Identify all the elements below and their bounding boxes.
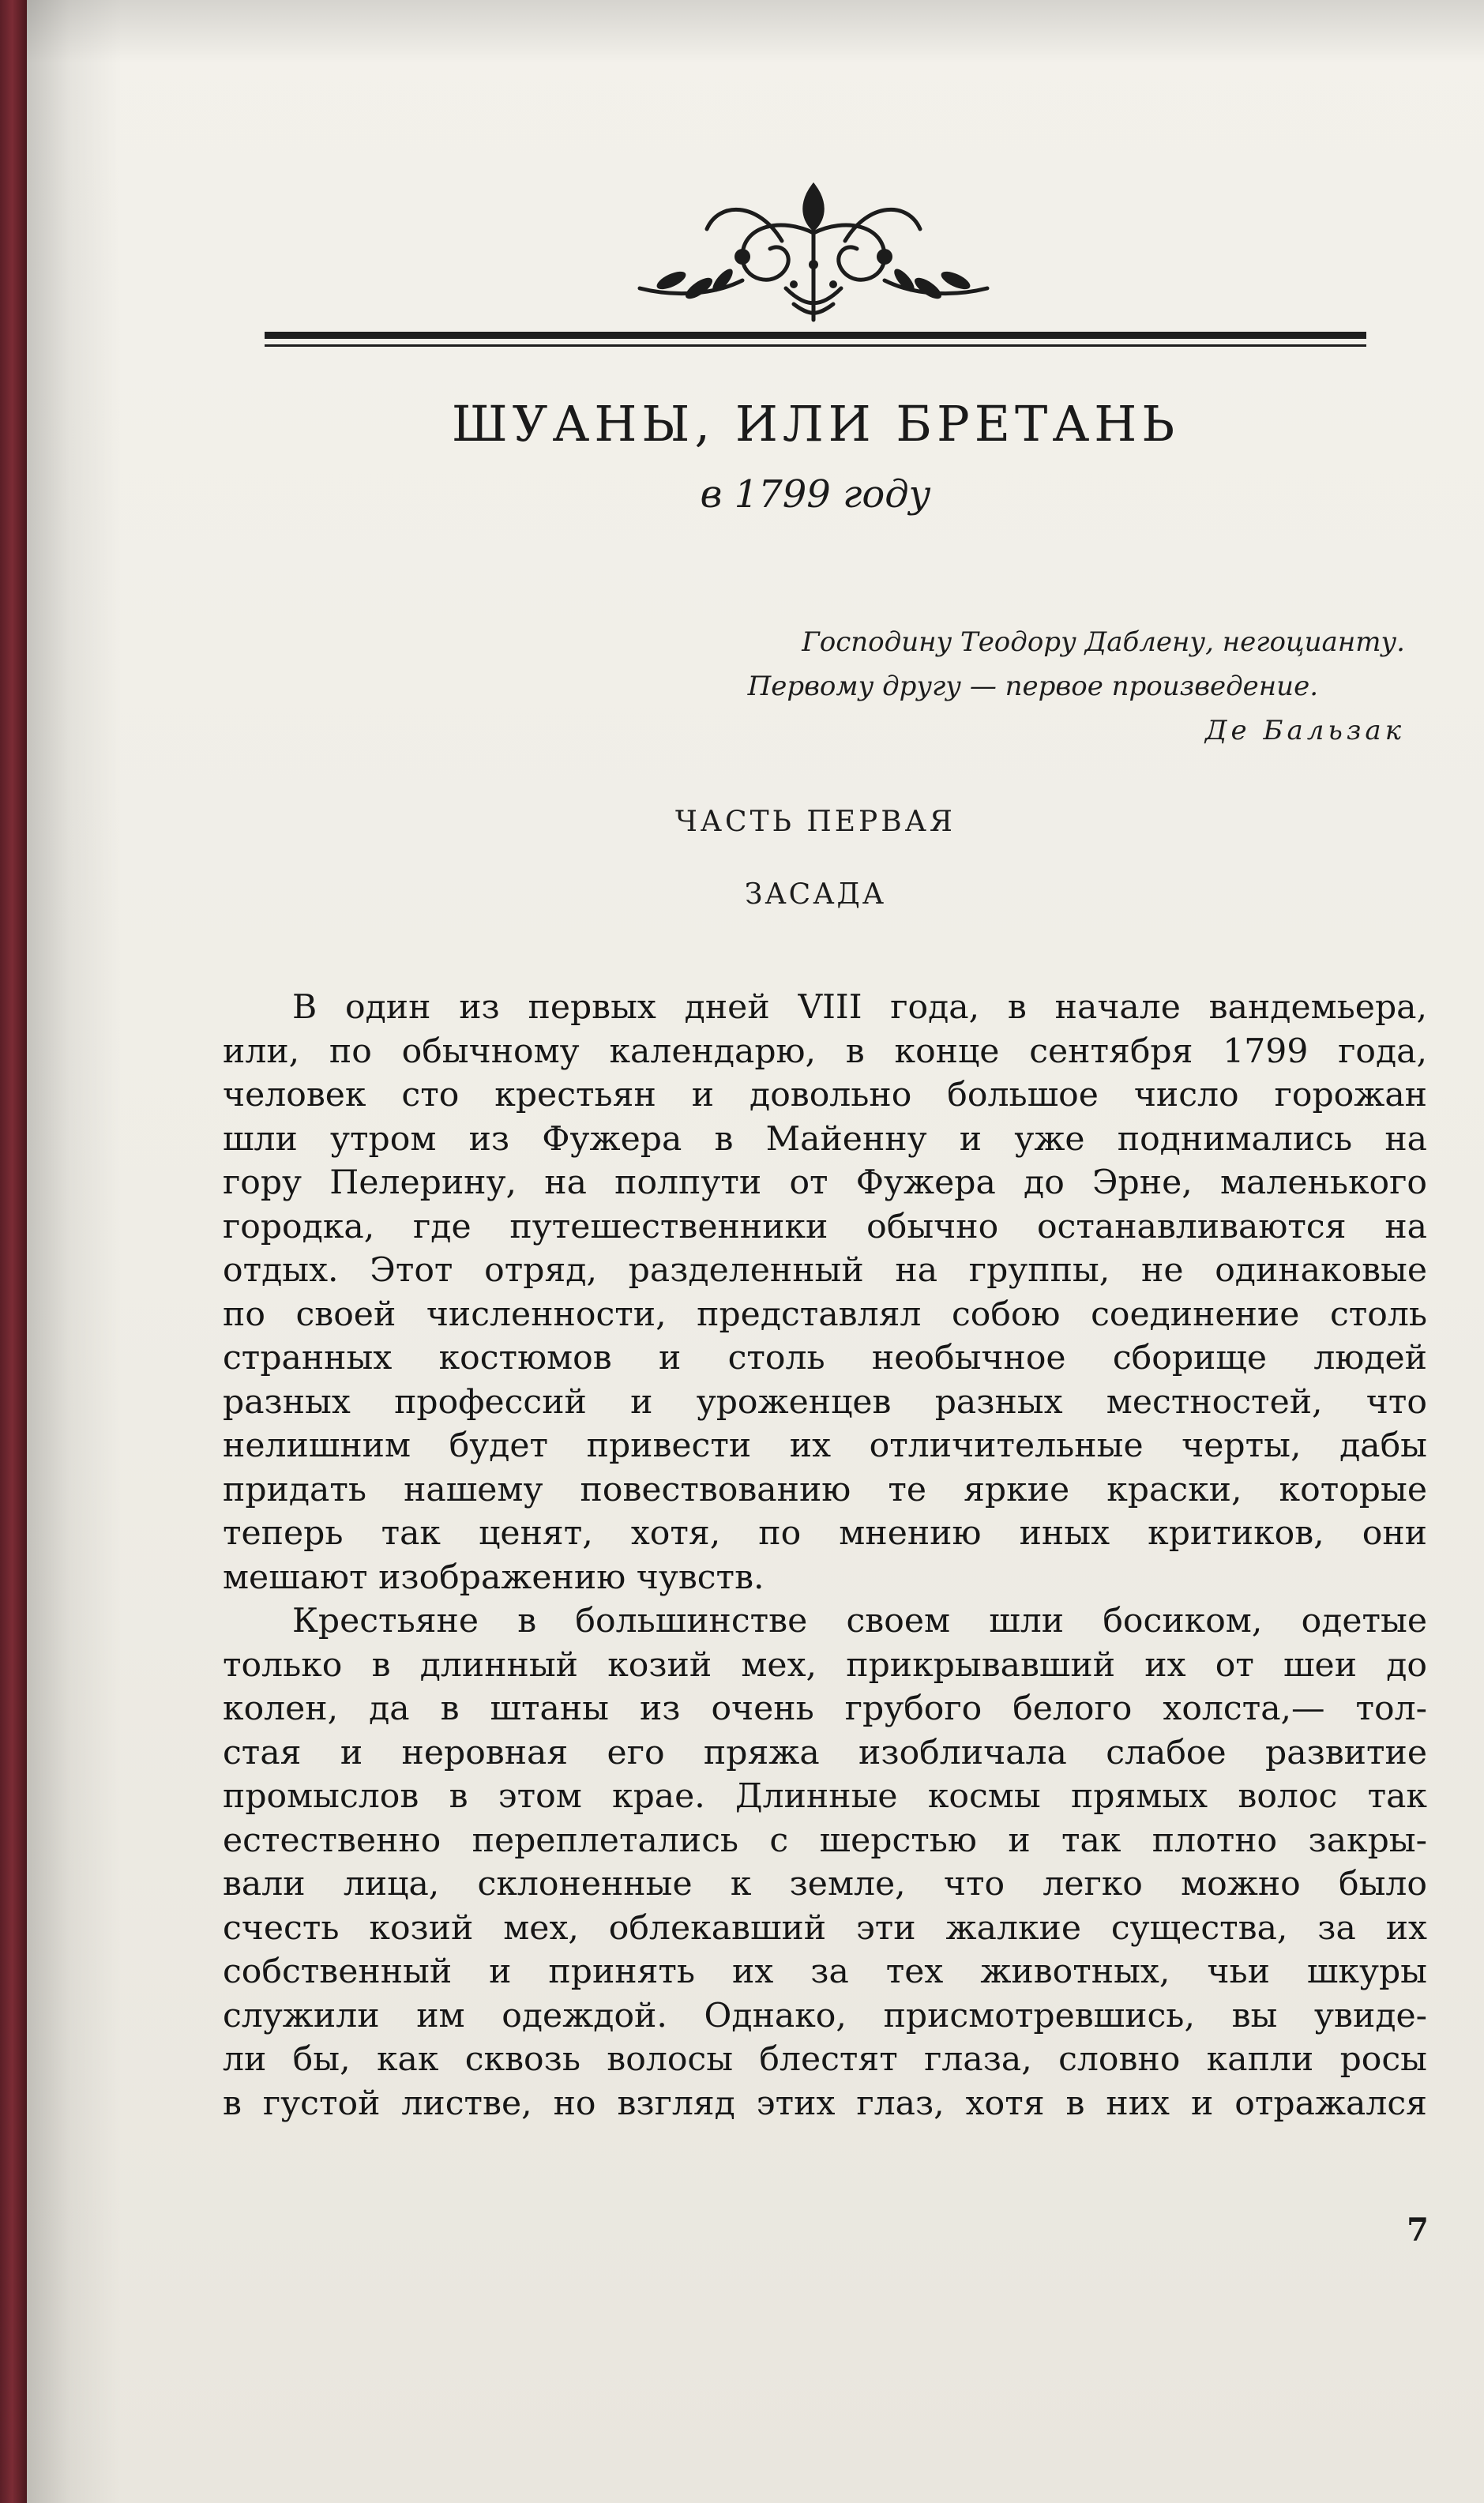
text-line: Крестьяне в большинстве своем шли босиком, одетые <box>292 1602 1427 1640</box>
text-line: служили им одеждой. Однако, присмотревшись, вы увиде- <box>223 1996 1427 2035</box>
text-line: только в длинный козий мех, прикрывавший их от шеи до <box>223 1645 1427 1685</box>
text-line: теперь так ценят, хотя, по мнению иных критиков, они <box>223 1514 1427 1553</box>
text-line: в густой листве, но взгляд этих глаз, хотя в них и отражался <box>223 2084 1427 2123</box>
text-line: разных профессий и уроженцев разных местностей, что <box>223 1382 1427 1422</box>
text-line: человек сто крестьян и довольно большое число горожан <box>223 1076 1427 1114</box>
part-heading: ЧАСТЬ ПЕРВАЯ <box>674 806 956 838</box>
dedication-signature: Де Бальзак <box>1204 715 1405 746</box>
text-line: отдых. Этот отряд, разделенный на группы, не одинаковые <box>223 1251 1427 1290</box>
text-line: или, по обычному календарю, в конце сентября 1799 года, <box>223 1032 1427 1071</box>
text-line: В один из первых дней VIII года, в начале вандемьера, <box>292 988 1427 1027</box>
text-line: придать нашему повествованию те яркие краски, которые <box>223 1470 1427 1509</box>
text-line: вали лица, склоненные к земле, что легко можно было <box>223 1865 1427 1904</box>
paragraph-1 <box>223 986 1427 1599</box>
text-line: ли бы, как сквозь волосы блестят глаза, словно капли росы <box>223 2040 1427 2079</box>
text-line: мешают изображению чувств. <box>223 1558 765 1597</box>
text-line: стая и неровная его пряжа изобличала слабое развитие <box>223 1733 1427 1772</box>
text-line: естественно переплетались с шерстью и так плотно закры- <box>223 1821 1427 1860</box>
page-top-shadow <box>27 0 1484 63</box>
text-line: промыслов в этом крае. Длинные космы прямых волос так <box>223 1777 1427 1816</box>
floral-ornament-icon <box>624 170 1003 328</box>
book-subtitle: в 1799 году <box>700 472 931 517</box>
text-line: шли утром из Фужера в Майенну и уже поднимались на <box>223 1119 1427 1159</box>
page-number: 7 <box>1407 2212 1429 2249</box>
dedication-line-2: Первому другу — первое произведение. <box>747 671 1318 702</box>
text-line: странных костюмов и столь необычное сборище людей <box>223 1339 1427 1377</box>
book-title: ШУАНЫ, ИЛИ БРЕТАНЬ <box>451 395 1180 453</box>
text-line: счесть козий мех, облекавший эти жалкие существа, за их <box>223 1908 1427 1948</box>
text-line: колен, да в штаны из очень грубого белого холста,— тол- <box>223 1689 1427 1728</box>
text-line: собственный и принять их за тех животных, чьи шкуры <box>223 1952 1427 1991</box>
gutter-shadow <box>27 0 122 2503</box>
header-rule-thick <box>265 332 1366 339</box>
text-line: нелишним будет привести их отличительные черты, дабы <box>223 1426 1427 1465</box>
dedication <box>748 620 1405 753</box>
dedication-line-1: Господину Теодору Даблену, негоцианту. <box>802 626 1405 658</box>
text-line: гору Пелерину, на полпути от Фужера до Эрне, маленького <box>223 1163 1427 1202</box>
text-line: по своей численности, представлял собою соединение столь <box>223 1295 1427 1334</box>
header-rule-thin <box>265 344 1366 347</box>
text-line: городка, где путешественники обычно останавливаются на <box>223 1207 1427 1246</box>
paragraph-2 <box>223 1599 1427 2125</box>
book-binding <box>0 0 27 2503</box>
chapter-heading: ЗАСАДА <box>744 878 887 911</box>
body-text <box>223 986 1427 2125</box>
